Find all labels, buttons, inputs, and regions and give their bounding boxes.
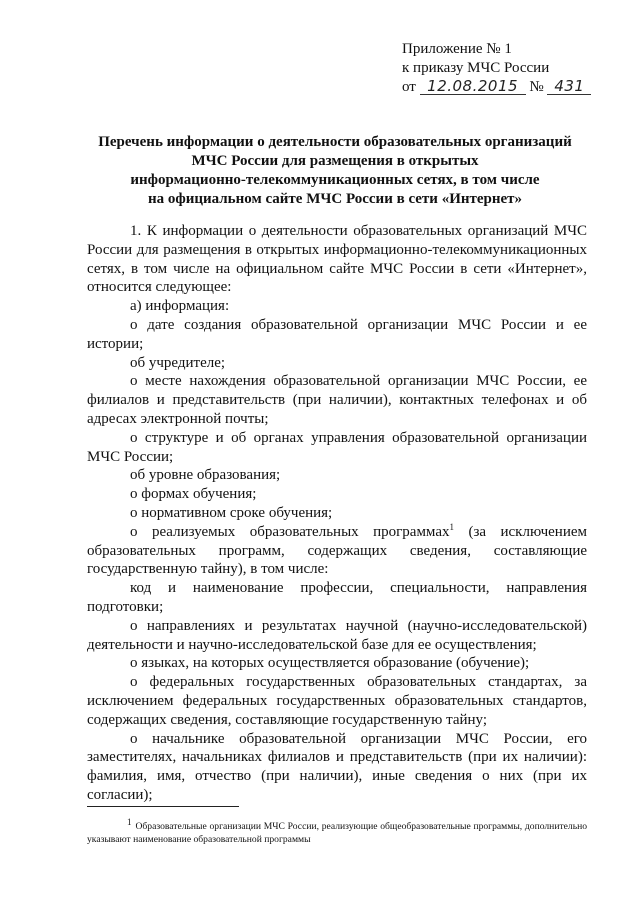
order-date-line [402, 78, 612, 97]
appendix-number: Приложение № 1 [402, 41, 512, 57]
paragraph: о языках, на которых осуществляется образование (обучение); [130, 655, 530, 672]
document-title [80, 133, 590, 209]
paragraph: о направлениях и результатах научной (научно-исследовательской) деятельности и научно-исследовательской базе для ее осуществления; [87, 617, 587, 653]
paragraph: о формах обучения; [130, 486, 257, 503]
paragraph: о структуре и об органах управления образовательной организации МЧС России; [87, 429, 587, 465]
footnote-divider [87, 806, 239, 807]
document-body [87, 222, 587, 805]
number-label: № [529, 79, 544, 95]
order-date: 12.08.2015 [420, 78, 526, 95]
footnote-mark: 1 [127, 817, 132, 827]
footnote-reference: 1 [449, 521, 454, 532]
paragraph-text: (за исключением образовательных программ, содержащих сведения, составляющие государственную тайну), в том числе: [87, 523, 587, 578]
paragraph: об уровне образования; [130, 467, 281, 484]
paragraph: о дате создания образовательной организации МЧС России и ее истории; [87, 316, 587, 352]
order-reference: к приказу МЧС России [402, 60, 550, 76]
paragraph: о федеральных государственных образовательных стандартах, за исключением федеральных государственных образовательных стандартов, содержащих сведения, составляющие государственную тайну; [87, 674, 587, 728]
paragraph: а) информация: [130, 298, 230, 315]
title-line: информационно-телекоммуникационных сетях, в том числе [130, 172, 540, 188]
title-line: МЧС России для размещения в открытых [191, 153, 479, 169]
appendix-header [402, 40, 612, 97]
footnote [87, 816, 587, 846]
paragraph-text: о реализуемых образовательных программах [130, 523, 450, 540]
title-line: Перечень информации о деятельности образовательных организаций [98, 134, 572, 150]
from-label: от [402, 79, 416, 95]
paragraph: о нормативном сроке обучения; [130, 504, 333, 521]
order-number: 431 [547, 78, 591, 95]
title-line: на официальном сайте МЧС России в сети «Интернет» [147, 191, 523, 207]
footnote-text: Образовательные организации МЧС России, реализующие общеобразовательные программы, дополнительно указывают наименование образовательной программы [87, 821, 587, 845]
paragraph: о начальнике образовательной организации МЧС России, его заместителях, начальниках филиалов и представительств (при их наличии): фамилия, имя, отчество (при наличии), иные сведения о них (при их согласии); [87, 730, 587, 803]
paragraph: код и наименование профессии, специальности, направления подготовки; [87, 580, 587, 615]
paragraph: 1. К информации о деятельности образовательных организаций МЧС России для размещения в открытых информационно-телекоммуникационных сетях, в том числе на официальном сайте МЧС России в сети «Интернет», относится следующее: [87, 223, 587, 296]
paragraph: об учредителе; [130, 354, 226, 371]
paragraph: о месте нахождения образовательной организации МЧС России, ее филиалов и представительств (при наличии), контактных телефонах и об адресах электронной почты; [87, 373, 587, 427]
paragraph [87, 523, 587, 579]
